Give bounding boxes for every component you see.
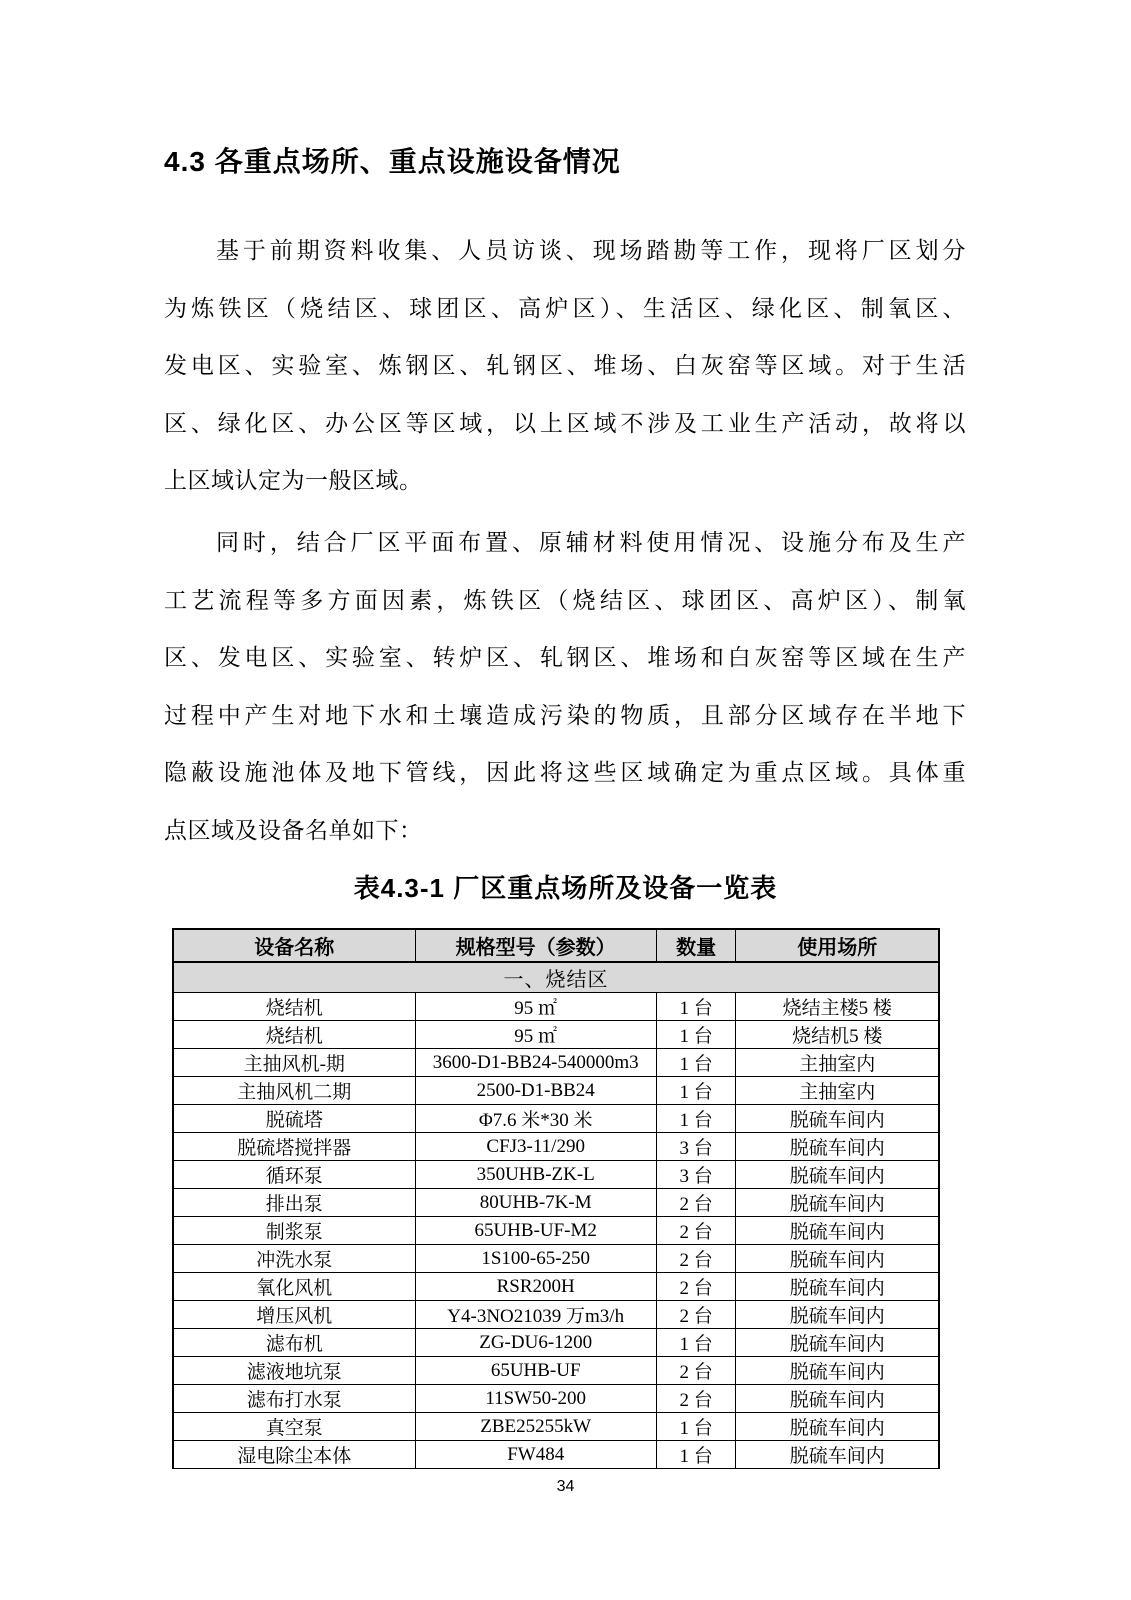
cell-device-name: 制浆泵 bbox=[173, 1217, 415, 1245]
cell-location: 脱硫车间内 bbox=[736, 1245, 939, 1273]
table-row bbox=[173, 1273, 939, 1301]
table-row bbox=[173, 1357, 939, 1385]
header-spec-model: 规格型号（参数） bbox=[415, 929, 656, 962]
cell-quantity: 2 台 bbox=[656, 1217, 736, 1245]
cell-quantity: 2 台 bbox=[656, 1385, 736, 1413]
cell-spec: 95 ㎡ bbox=[415, 1021, 656, 1049]
cell-device-name: 脱硫塔 bbox=[173, 1105, 415, 1133]
cell-device-name: 冲洗水泵 bbox=[173, 1245, 415, 1273]
table-row bbox=[173, 1049, 939, 1077]
header-device-name: 设备名称 bbox=[173, 929, 415, 962]
paragraph-2 bbox=[164, 514, 966, 859]
device-table bbox=[172, 928, 940, 1469]
cell-device-name: 主抽风机-期 bbox=[173, 1049, 415, 1077]
table-row bbox=[173, 993, 939, 1021]
cell-device-name: 滤布机 bbox=[173, 1329, 415, 1357]
cell-quantity: 1 台 bbox=[656, 1329, 736, 1357]
cell-spec: CFJ3-11/290 bbox=[415, 1133, 656, 1161]
cell-quantity: 1 台 bbox=[656, 1077, 736, 1105]
table-row bbox=[173, 1077, 939, 1105]
cell-spec: FW484 bbox=[415, 1441, 656, 1469]
cell-spec: 95 ㎡ bbox=[415, 993, 656, 1021]
cell-location: 烧结主楼5 楼 bbox=[736, 993, 939, 1021]
paragraph-line: 同时，结合厂区平面布置、原辅材料使用情况、设施分布及生产 bbox=[216, 530, 966, 555]
cell-location: 脱硫车间内 bbox=[736, 1413, 939, 1441]
cell-spec: 3600-D1-BB24-540000m3 bbox=[415, 1049, 656, 1077]
paragraph-line: 过程中产生对地下水和土壤造成污染的物质，且部分区域存在半地下 bbox=[164, 702, 966, 728]
cell-device-name: 主抽风机二期 bbox=[173, 1077, 415, 1105]
cell-device-name: 烧结机 bbox=[173, 1021, 415, 1049]
cell-spec: Φ7.6 米*30 米 bbox=[415, 1105, 656, 1133]
cell-spec: 350UHB-ZK-L bbox=[415, 1161, 656, 1189]
cell-quantity: 1 台 bbox=[656, 1049, 736, 1077]
cell-location: 脱硫车间内 bbox=[736, 1161, 939, 1189]
device-table-container bbox=[172, 928, 940, 1469]
paragraph-line: 隐蔽设施池体及地下管线，因此将这些区域确定为重点区域。具体重 bbox=[164, 760, 966, 785]
cell-quantity: 2 台 bbox=[656, 1189, 736, 1217]
cell-location: 脱硫车间内 bbox=[736, 1189, 939, 1217]
cell-spec: Y4-3NO21039 万m3/h bbox=[415, 1301, 656, 1329]
cell-location: 脱硫车间内 bbox=[736, 1273, 939, 1301]
cell-location: 脱硫车间内 bbox=[736, 1357, 939, 1385]
table-header-row bbox=[173, 929, 939, 962]
cell-spec: 1S100-65-250 bbox=[415, 1245, 656, 1273]
paragraph-1 bbox=[164, 222, 966, 510]
table-row bbox=[173, 1105, 939, 1133]
cell-location: 脱硫车间内 bbox=[736, 1329, 939, 1357]
cell-spec: ZBE25255kW bbox=[415, 1413, 656, 1441]
cell-quantity: 1 台 bbox=[656, 1413, 736, 1441]
section-label: 一、烧结区 bbox=[173, 962, 939, 993]
cell-quantity: 1 台 bbox=[656, 1105, 736, 1133]
cell-device-name: 烧结机 bbox=[173, 993, 415, 1021]
cell-device-name: 湿电除尘本体 bbox=[173, 1441, 415, 1469]
cell-spec: 80UHB-7K-M bbox=[415, 1189, 656, 1217]
paragraph-line: 为炼铁区（烧结区、球团区、高炉区）、生活区、绿化区、制氧区、 bbox=[164, 295, 966, 321]
cell-quantity: 2 台 bbox=[656, 1273, 736, 1301]
paragraph-line: 区、发电区、实验室、转炉区、轧钢区、堆场和白灰窑等区域在生产 bbox=[164, 645, 966, 670]
header-quantity: 数量 bbox=[656, 929, 736, 962]
cell-quantity: 2 台 bbox=[656, 1357, 736, 1385]
cell-location: 主抽室内 bbox=[736, 1049, 939, 1077]
cell-spec: 11SW50-200 bbox=[415, 1385, 656, 1413]
cell-device-name: 氧化风机 bbox=[173, 1273, 415, 1301]
cell-location: 脱硫车间内 bbox=[736, 1441, 939, 1469]
paragraph-line: 基于前期资料收集、人员访谈、现场踏勘等工作，现将厂区划分 bbox=[216, 238, 966, 263]
cell-spec: 65UHB-UF bbox=[415, 1357, 656, 1385]
table-section-row bbox=[173, 962, 939, 993]
cell-location: 脱硫车间内 bbox=[736, 1133, 939, 1161]
cell-quantity: 2 台 bbox=[656, 1245, 736, 1273]
table-row bbox=[173, 1133, 939, 1161]
cell-location: 脱硫车间内 bbox=[736, 1217, 939, 1245]
paragraph-line: 发电区、实验室、炼钢区、轧钢区、堆场、白灰窑等区域。对于生活 bbox=[164, 353, 966, 378]
cell-quantity: 1 台 bbox=[656, 993, 736, 1021]
cell-device-name: 增压风机 bbox=[173, 1301, 415, 1329]
paragraph-line: 区、绿化区、办公区等区域，以上区域不涉及工业生产活动，故将以 bbox=[164, 410, 966, 436]
cell-device-name: 滤液地坑泵 bbox=[173, 1357, 415, 1385]
cell-location: 脱硫车间内 bbox=[736, 1385, 939, 1413]
table-row bbox=[173, 1245, 939, 1273]
table-row bbox=[173, 1217, 939, 1245]
page-number: 34 bbox=[556, 1478, 575, 1495]
cell-location: 烧结机5 楼 bbox=[736, 1021, 939, 1049]
table-row bbox=[173, 1301, 939, 1329]
paragraph-line: 工艺流程等多方面因素，炼铁区（烧结区、球团区、高炉区）、制氧 bbox=[164, 587, 966, 613]
table-row bbox=[173, 1413, 939, 1441]
cell-location: 主抽室内 bbox=[736, 1077, 939, 1105]
paragraph-line: 点区域及设备名单如下： bbox=[164, 817, 423, 843]
cell-spec: RSR200H bbox=[415, 1273, 656, 1301]
cell-spec: 65UHB-UF-M2 bbox=[415, 1217, 656, 1245]
paragraph-line: 上区域认定为一般区域。 bbox=[164, 468, 423, 493]
cell-spec: ZG-DU6-1200 bbox=[415, 1329, 656, 1357]
cell-quantity: 1 台 bbox=[656, 1021, 736, 1049]
table-caption: 表4.3-1 厂区重点场所及设备一览表 bbox=[353, 873, 778, 903]
cell-spec: 2500-D1-BB24 bbox=[415, 1077, 656, 1105]
table-row bbox=[173, 1189, 939, 1217]
header-usage-location: 使用场所 bbox=[736, 929, 939, 962]
section-heading: 4.3 各重点场所、重点设施设备情况 bbox=[164, 146, 621, 177]
cell-device-name: 排出泵 bbox=[173, 1189, 415, 1217]
cell-quantity: 3 台 bbox=[656, 1133, 736, 1161]
cell-quantity: 2 台 bbox=[656, 1301, 736, 1329]
cell-quantity: 1 台 bbox=[656, 1441, 736, 1469]
table-row bbox=[173, 1385, 939, 1413]
cell-device-name: 循环泵 bbox=[173, 1161, 415, 1189]
cell-device-name: 真空泵 bbox=[173, 1413, 415, 1441]
cell-location: 脱硫车间内 bbox=[736, 1105, 939, 1133]
cell-quantity: 3 台 bbox=[656, 1161, 736, 1189]
cell-device-name: 滤布打水泵 bbox=[173, 1385, 415, 1413]
table-row bbox=[173, 1021, 939, 1049]
table-row bbox=[173, 1441, 939, 1469]
table-row bbox=[173, 1329, 939, 1357]
table-row bbox=[173, 1161, 939, 1189]
cell-device-name: 脱硫塔搅拌器 bbox=[173, 1133, 415, 1161]
cell-location: 脱硫车间内 bbox=[736, 1301, 939, 1329]
